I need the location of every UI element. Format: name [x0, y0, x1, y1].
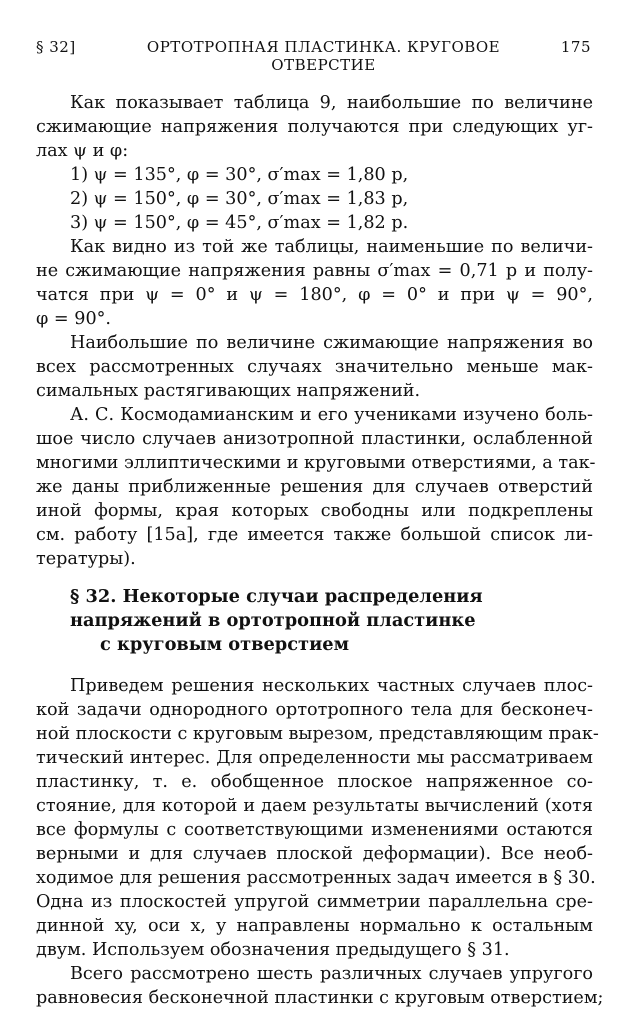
text-line: ходимое для решения рассмотренных задач имеется в § 30.	[36, 868, 596, 888]
text-line: Наибольшие по величине сжимающие напряжения во	[70, 333, 593, 353]
text-line: динной xy, оси x, y направлены нормально к остальным	[36, 916, 593, 936]
text-line: сжимающие напряжения получаются при следующих уг-	[36, 117, 593, 137]
text-line: не сжимающие напряжения равны σ′max = 0,71 p и полу-	[36, 261, 593, 281]
text-line: шое число случаев анизотропной пластинки, ослабленной	[36, 429, 593, 449]
text-line: ной плоскости с круговым вырезом, представляющим прак-	[36, 724, 599, 744]
header-title: ОРТОТРОПНАЯ ПЛАСТИНКА. КРУГОВОЕ ОТВЕРСТИЕ	[146, 38, 501, 74]
text-line: Одна из плоскостей упругой симметрии параллельна сре-	[36, 892, 593, 912]
text-line: пластинку, т. е. обобщенное плоское напряженное со-	[36, 772, 593, 792]
section-heading: § 32. Некоторые случаи распределения	[70, 586, 483, 607]
section-heading: с круговым отверстием	[100, 634, 350, 655]
text-line: Всего рассмотрено шесть различных случаев упругого	[70, 964, 593, 984]
text-line: Приведем решения нескольких частных случаев плос-	[70, 676, 593, 696]
text-line: Как видно из той же таблицы, наименьшие по величи-	[70, 237, 593, 257]
text-line: тический интерес. Для определенности мы рассматриваем	[36, 748, 593, 768]
formula-line: 2) ψ = 150°, φ = 30°, σ′max = 1,83 p,	[70, 189, 409, 209]
text-line: лах ψ и φ:	[36, 141, 129, 161]
text-line: кой задачи однородного ортотропного тела для бесконеч-	[36, 700, 593, 720]
section-heading: напряжений в ортотропной пластинке	[70, 610, 476, 631]
text-line: см. работу [15а], где имеется также большой список ли-	[36, 525, 593, 545]
formula-line: 3) ψ = 150°, φ = 45°, σ′max = 1,82 p.	[70, 213, 409, 233]
text-line: φ = 90°.	[36, 309, 112, 329]
text-line: же даны приближенные решения для случаев отверстий	[36, 477, 593, 497]
text-line: Как показывает таблица 9, наибольшие по величине	[70, 93, 593, 113]
page-number: 175	[560, 38, 591, 56]
text-line: всех рассмотренных случаях значительно меньше мак-	[36, 357, 593, 377]
text-line: многими эллиптическими и круговыми отверстиями, а так-	[36, 453, 596, 473]
text-line: верными и для случаев плоской деформации). Все необ-	[36, 844, 593, 864]
formula-line: 1) ψ = 135°, φ = 30°, σ′max = 1,80 p,	[70, 165, 409, 185]
text-line: симальных растягивающих напряжений.	[36, 381, 421, 401]
text-line: А. С. Космодамианским и его учениками изучено боль-	[70, 405, 593, 425]
text-line: все формулы с соответствующими изменениями остаются	[36, 820, 593, 840]
text-line: иной формы, края которых свободны или подкреплены	[36, 501, 593, 521]
text-line: стояние, для которой и даем результаты вычислений (хотя	[36, 796, 593, 816]
running-header	[36, 38, 591, 74]
text-line: равновесия бесконечной пластинки с круговым отверстием;	[36, 988, 604, 1008]
header-section: § 32]	[36, 38, 76, 56]
text-line: тературы).	[36, 549, 136, 569]
text-line: чатся при ψ = 0° и ψ = 180°, φ = 0° и при ψ = 90°,	[36, 285, 593, 305]
text-line: двум. Используем обозначения предыдущего § 31.	[36, 940, 510, 960]
